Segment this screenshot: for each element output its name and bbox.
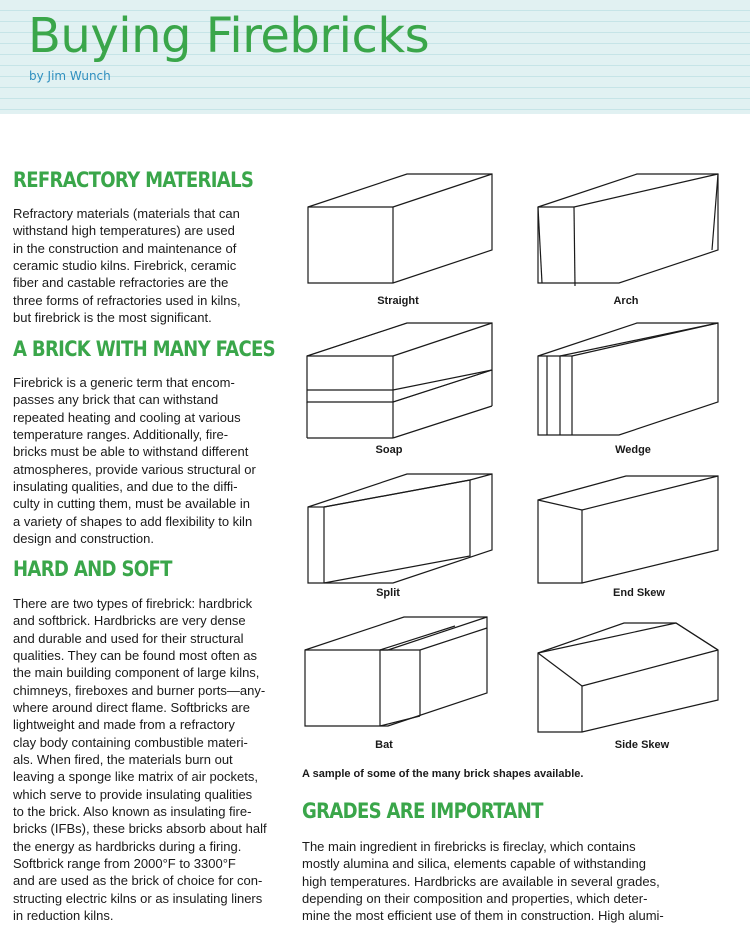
brick-shapes-drawing [300,170,740,790]
text-line: There are two types of firebrick: hardbrick [13,596,253,611]
text-line: bricks must be able to withstand different [13,444,249,460]
text-line: als. When fired, the materials burn out [13,751,233,767]
brick-label-bat: Bat [375,739,393,751]
text-line: passes any brick that can withstand [13,392,219,408]
paragraph-grades-important [302,838,742,925]
article-title: Buying Firebricks [28,8,430,64]
figure-caption: A sample of some of the many brick shapes available. [302,768,584,780]
text-line: the main building component of large kilns, [13,665,260,681]
text-line: Refractory materials (materials that can [13,206,240,221]
text-line: and softbrick. Hardbricks are very dense [13,613,246,629]
brick-label-wedge: Wedge [615,444,651,456]
brick-label-straight: Straight [377,295,419,307]
heading-grades-important: GRADES ARE IMPORTANT [302,799,543,823]
text-line: in the construction and maintenance of [13,240,237,256]
text-line: structing electric kilns or as insulating liners [13,890,263,906]
text-line: and are used as the brick of choice for con- [13,873,263,889]
text-line: insulating qualities, and due to the diffi- [13,478,238,494]
text-line: mine the most efficient use of them in construction. High alumi- [302,908,664,924]
end-skew-brick-drawing [538,476,718,583]
brick-label-arch: Arch [613,295,639,307]
text-line: culty in cutting them, must be available in [13,496,251,512]
heading-hard-and-soft: HARD AND SOFT [13,557,172,581]
text-line: but firebrick is the most significant. [13,309,212,325]
brick-label-split: Split [376,587,400,599]
brick-label-soap: Soap [375,444,403,456]
brick-shapes-figure [300,170,740,790]
text-line: three forms of refractories used in kilns, [13,292,241,308]
text-line: Firebrick is a generic term that encom- [13,375,235,390]
arch-brick-drawing [538,174,718,286]
soap-brick-drawing [307,323,492,438]
brick-label-end-skew: End Skew [613,587,665,599]
paragraph-hard-and-soft [13,595,291,924]
paragraph-refractory-materials [13,205,283,326]
text-line: bricks (IFBs), these bricks absorb about half [13,821,267,837]
article-byline: by Jim Wunch [29,69,111,83]
text-line: leaving a sponge like matrix of air pockets, [13,769,258,785]
text-line: the energy as hardbricks during a firing. [13,838,242,854]
text-line: mostly alumina and silica, elements capable of withstanding [302,856,646,872]
text-line: repeated heating and cooling at various [13,409,241,425]
side-skew-brick-drawing [538,623,718,732]
split-brick-drawing [308,474,492,583]
text-line: chimneys, fireboxes and burner ports—any- [13,682,266,698]
brick-label-side-skew: Side Skew [614,739,670,751]
text-line: The main ingredient in firebricks is fireclay, which contains [302,839,636,854]
text-line: to the brick. Also known as insulating fire- [13,803,252,819]
text-line: depending on their composition and properties, which deter- [302,890,648,906]
heading-refractory-materials: REFRACTORY MATERIALS [13,168,254,192]
text-line: qualities. They can be found most often as [13,647,258,663]
text-line: high temperatures. Hardbricks are available in several grades, [302,873,660,889]
text-line: a variety of shapes to add flexibility to kiln [13,513,253,529]
text-line: ceramic studio kilns. Firebrick, ceramic [13,257,237,273]
text-line: clay body containing combustible materi- [13,734,248,750]
bat-brick-drawing [305,617,487,726]
text-line: design and construction. [13,530,154,546]
text-line: atmospheres, provide various structural or [13,461,256,477]
text-line: fiber and castable refractories are the [13,275,229,291]
text-line: in reduction kilns. [13,907,114,923]
paragraph-brick-many-faces [13,374,288,547]
text-line: and durable and used for their structural [13,630,244,646]
wedge-brick-drawing [538,323,718,435]
text-line: Softbrick range from 2000°F to 3300°F [13,855,236,871]
header-band [0,0,750,114]
straight-brick-drawing [308,174,492,283]
text-line: lightweight and made from a refractory [13,717,235,733]
text-line: which serve to provide insulating qualities [13,786,253,802]
heading-brick-many-faces: A BRICK WITH MANY FACES [13,337,276,361]
text-line: where around direct flame. Softbricks are [13,699,250,715]
text-line: temperature ranges. Additionally, fire- [13,426,229,442]
text-line: withstand high temperatures) are used [13,223,235,239]
